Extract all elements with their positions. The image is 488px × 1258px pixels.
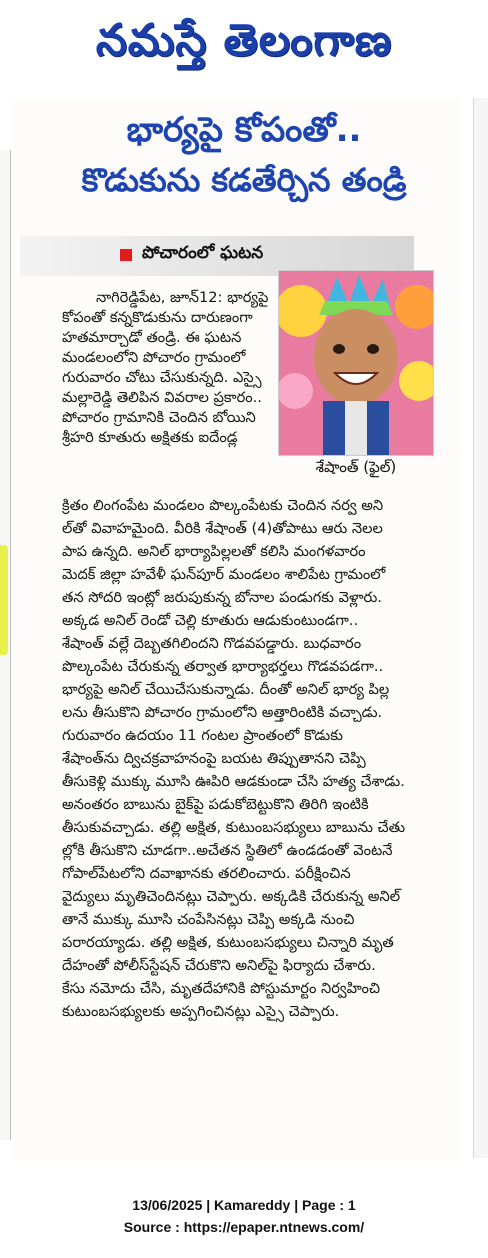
body-line: పరారయ్యాడు. తల్లి అక్షిత, కుటుంబసభ్యులు చిన్నారి మృత bbox=[62, 934, 394, 951]
kicker-bullet-icon bbox=[120, 249, 132, 261]
body-line: గోపాల్‌పేటలోని దవాఖానకు తరలించారు. పరీక్షించిన bbox=[62, 865, 351, 882]
body-line: వైద్యులు మృతిచెందినట్లు చెప్పారు. అక్కడికి చేరుకున్న అనిల్ bbox=[62, 888, 401, 905]
body-line: కుటుంబసభ్యులకు అప్పగించినట్లు ఎస్సై చెప్పారు. bbox=[62, 1003, 340, 1020]
body-line: పాప ఉన్నది. అనిల్ భార్యాపిల్లలతో కలిసి మంగళవారం bbox=[62, 543, 366, 560]
kicker-text: పోచారంలో ఘటన bbox=[142, 243, 264, 263]
headline bbox=[34, 106, 454, 206]
body-line: అక్కడ అనిల్ రెండో చెల్లి కూతురు ఆడుకుంటుండగా.. bbox=[62, 612, 359, 629]
body-line: క్రితం లింగంపేట మండలం పొల్కంపేటకు చెందిన నర్వ అని bbox=[62, 497, 384, 514]
child-photo bbox=[278, 270, 434, 456]
body-line: ల్‌తో వివాహమైంది. వీరికి శేషాంత్ (4)తోపాటు ఆరు నెలల bbox=[62, 520, 383, 537]
photo-caption: శేషాంత్ (ఫైల్) bbox=[315, 458, 397, 476]
body-line: శేషాంత్ వల్లే దెబ్బతగిలిందని గొడవపడ్డారు. బుధవారం bbox=[62, 635, 362, 652]
body-line: శ్రీహరి కూతురు అక్షితకు ఐదేండ్ల bbox=[62, 429, 238, 446]
body-line: గురువారం చోటు చేసుకున్నది. ఎస్సై bbox=[62, 369, 262, 386]
headline-line-2: కొడుకును కడతేర్చిన తండ్రి bbox=[81, 161, 407, 199]
body-line: శేషాంత్‌ను ద్విచక్రవాహనంపై బయట తిప్పుతానని చెప్పి bbox=[62, 750, 366, 767]
body-line: దేహంతో పోలీస్‌స్టేషన్ చేరుకొని అనిల్‌పై ఫిర్యాదు చేశారు. bbox=[62, 957, 376, 974]
body-line: ల్లోకి తీసుకొని చూడగా..అచేతన స్థితిలో ఉండడంతో వెంటనే bbox=[62, 842, 393, 859]
body-line: హతమార్చాడో తండ్రి. ఈ ఘటన bbox=[62, 329, 242, 346]
child-portrait-image bbox=[279, 271, 433, 455]
footer-source-link[interactable]: Source : https://epaper.ntnews.com/ bbox=[123, 1219, 365, 1235]
right-scan-edge bbox=[473, 98, 488, 1158]
body-line: తానే ముక్కు మూసి చంపేసినట్లు చెప్పి అక్కడి నుంచి bbox=[62, 911, 355, 928]
body-line: భార్యపై అనిల్ చేయిచేసుకున్నాడు. దీంతో అనిల్ భార్య పిల్ల bbox=[62, 681, 390, 698]
body-line: పొల్కంపేట చేరుకున్న తర్వాత భార్యాభర్తలు గొడవపడగా.. bbox=[62, 658, 384, 675]
body-line: కేసు నమోదు చేసి, మృతదేహానికి పోస్టుమార్టం నిర్వహించి bbox=[62, 980, 381, 997]
newspaper-title: నమస్తే తెలంగాణ bbox=[95, 15, 393, 66]
body-line: లను తీసుకొని పోచారం గ్రామంలోని అత్తారింటికి వచ్చాడు. bbox=[62, 704, 383, 721]
body-line: గురువారం ఉదయం 11 గంటల ప్రాంతంలో కొడుకు bbox=[62, 727, 343, 744]
body-line: నాగిరెడ్డిపేట, జూన్12: భార్యపై bbox=[96, 289, 269, 306]
body-line: కోపంతో కన్నకొడుకును దారుణంగా bbox=[62, 309, 253, 326]
body-line: మండలంలోని పోచారం గ్రామంలో bbox=[62, 349, 246, 366]
body-line: మల్లారెడ్డి తెలిపిన వివరాల ప్రకారం.. bbox=[62, 389, 262, 406]
headline-line-1: భార్యపై కోపంతో.. bbox=[126, 110, 362, 150]
body-line: మెదక్ జిల్లా హవేళీ ఘన్‌పూర్ మండలం శాలిపేట గ్రామంలో bbox=[62, 566, 386, 583]
body-line: తన సోదరి ఇంట్లో జరుపుకున్న బోనాల పండుగకు వెళ్లారు. bbox=[62, 589, 382, 606]
masthead bbox=[0, 0, 488, 82]
footer-edition-info: 13/06/2025 | Kamareddy | Page : 1 bbox=[132, 1197, 356, 1213]
adjacent-clipping-accent bbox=[0, 545, 8, 655]
body-line: తీసుకెళ్లి ముక్కు మూసి ఊపిరి ఆడకుండా చేసి హత్య చేశాడు. bbox=[62, 773, 405, 790]
body-line: పోచారం గ్రామానికి చెందిన బోయిని bbox=[62, 409, 256, 426]
body-line: తీసుకువచ్చాడు. తల్లి అక్షిత, కుటుంబసభ్యులు బాబును చేతు bbox=[62, 819, 406, 836]
body-line: అనంతరం బాబును బైక్‌పై పడుకోబెట్టుకొని తిరిగి ఇంటికి bbox=[62, 796, 369, 813]
